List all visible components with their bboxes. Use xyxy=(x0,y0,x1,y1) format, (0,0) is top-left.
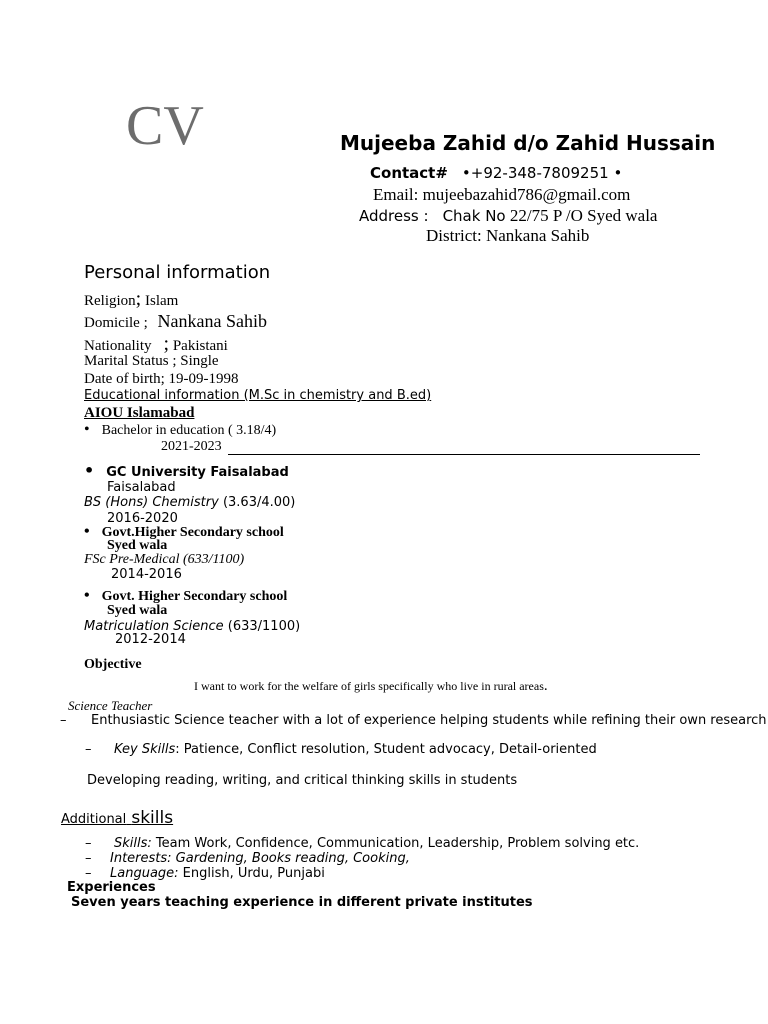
hss-degree-2: Matriculation Science xyxy=(84,619,224,634)
contact-line xyxy=(370,164,622,182)
objective-text: I want to work for the welfare of girls specifically who live in rural areas. xyxy=(194,678,548,694)
language-label: Language: xyxy=(110,866,179,881)
gcu-item xyxy=(84,461,289,480)
dash-icon: – xyxy=(85,836,92,851)
language-row xyxy=(110,866,325,881)
dash-icon: – xyxy=(85,866,92,881)
dash-icon: – xyxy=(85,742,92,757)
district-line: District: Nankana Sahib xyxy=(426,226,590,245)
gcu-city: Faisalabad xyxy=(107,480,176,495)
gcu-name: GC University Faisalabad xyxy=(106,465,289,480)
gcu-grade: (3.63/4.00) xyxy=(218,495,296,510)
bullet-icon: • xyxy=(84,421,90,438)
hss-city-2: Syed wala xyxy=(107,603,168,618)
additional-skills-heading: Additional skills xyxy=(61,808,174,828)
skills-value: Team Work, Confidence, Communication, Leadership, Problem solving etc. xyxy=(151,836,640,851)
aiou-degree-item xyxy=(84,421,276,439)
summary-text: Enthusiastic Science teacher with a lot of experience helping students while refining their own research xyxy=(91,713,767,728)
bullet-icon: • xyxy=(84,461,95,480)
personal-info-heading: Personal information xyxy=(84,262,271,283)
interests-row: Interests: Gardening, Books reading, Cooking, xyxy=(110,851,410,866)
contact-label: Contact# xyxy=(370,164,448,182)
key-skills-value: : Patience, Conflict resolution, Student advocacy, Detail-oriented xyxy=(175,742,597,757)
semicolon-mark: ; xyxy=(163,333,170,355)
nationality-label: Nationality xyxy=(84,338,152,354)
dash-icon: – xyxy=(85,851,92,866)
domicile-row xyxy=(84,311,267,332)
hss-degree-1: FSc Pre-Medical (633/1100) xyxy=(84,552,245,567)
phone-number: •+92-348-7809251 • xyxy=(461,164,623,182)
cv-heading: CV xyxy=(126,95,204,157)
skills-row xyxy=(114,836,639,851)
religion-value: Islam xyxy=(141,293,179,309)
hss-years-1: 2014-2016 xyxy=(111,567,182,582)
hss-grade-2: (633/1100) xyxy=(223,619,301,634)
hss-name-1: Govt.Higher Secondary school xyxy=(101,525,284,540)
aiou-years: 2021-2023 xyxy=(161,439,222,454)
divider-line xyxy=(228,454,700,455)
key-skills-label: Key Skills xyxy=(114,742,176,757)
aiou-heading: AIOU Islamabad xyxy=(84,405,195,421)
hss-years-2: 2012-2014 xyxy=(115,632,186,647)
date-of-birth-row: Date of birth; 19-09-1998 xyxy=(84,371,239,387)
skills-label: Skills: xyxy=(114,836,152,851)
domicile-value: Nankana Sahib xyxy=(157,311,267,331)
marital-status-row: Marital Status ; Single xyxy=(84,353,219,369)
gcu-degree: BS (Hons) Chemistry xyxy=(84,495,219,510)
nationality-value: Pakistani xyxy=(169,338,228,354)
email-line: Email: mujeebazahid786@gmail.com xyxy=(373,185,631,204)
bullet-icon: • xyxy=(84,523,90,540)
address-chak: Chak No xyxy=(442,207,506,225)
experiences-heading: Experiences xyxy=(67,880,156,895)
key-skills-row xyxy=(114,742,597,757)
hss-city-1: Syed wala xyxy=(107,538,168,553)
developing-text: Developing reading, writing, and critical thinking skills in students xyxy=(87,773,518,788)
role-title: Science Teacher xyxy=(68,698,153,713)
experience-text: Seven years teaching experience in different private institutes xyxy=(71,895,533,910)
gcu-degree-row xyxy=(84,495,295,510)
address-label: Address : xyxy=(359,207,429,225)
bullet-icon: • xyxy=(84,587,90,604)
dash-icon: – xyxy=(60,713,67,728)
hss-name-2: Govt. Higher Secondary school xyxy=(101,589,288,604)
religion-label: Religion xyxy=(84,293,136,309)
education-heading: Educational information (M.Sc in chemistry and B.ed) xyxy=(84,388,432,403)
address-line xyxy=(359,206,657,226)
domicile-label: Domicile ; xyxy=(84,315,148,331)
aiou-degree: Bachelor in education ( 3.18/4) xyxy=(101,423,277,438)
address-rest: 22/75 P /O Syed wala xyxy=(505,206,658,225)
semicolon-mark: ; xyxy=(135,288,142,310)
objective-heading: Objective xyxy=(84,657,142,672)
language-value: English, Urdu, Punjabi xyxy=(178,866,325,881)
gcu-years: 2016-2020 xyxy=(107,511,178,526)
religion-row xyxy=(84,288,178,311)
candidate-name: Mujeeba Zahid d/o Zahid Hussain xyxy=(340,131,716,155)
